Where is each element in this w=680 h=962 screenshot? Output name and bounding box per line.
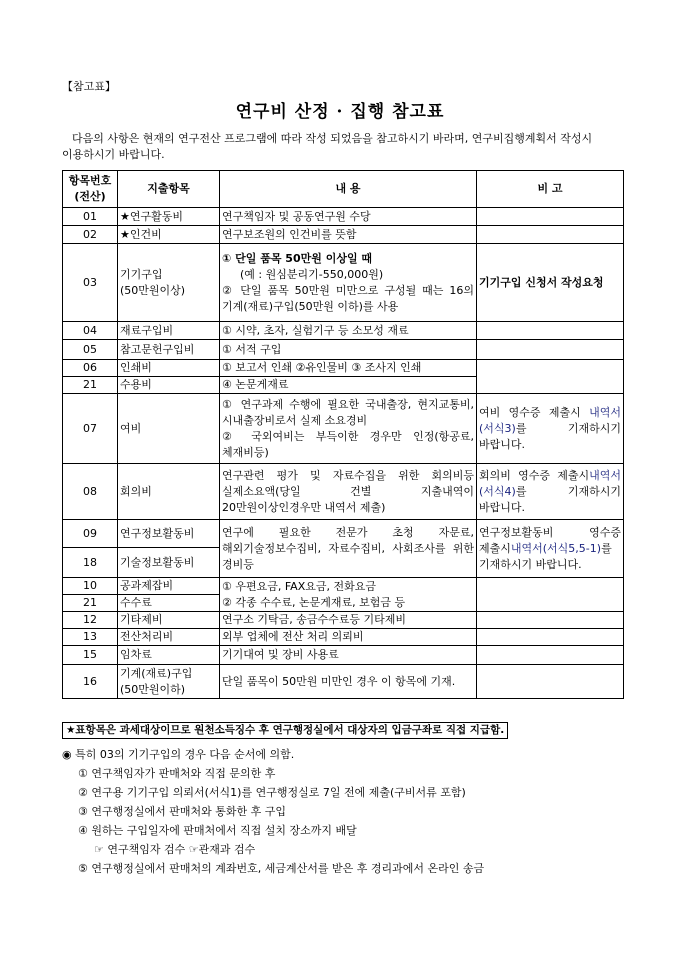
row-remarks: 회의비 영수증 제출시내역서(서식4)를 기재하시기 바랍니다. (477, 464, 624, 520)
row-remarks (477, 226, 624, 244)
tax-footnote: ★표항목은 과세대상이므로 원천소득징수 후 연구행정실에서 대상자의 입금구좌로 직접 지급함. (62, 722, 508, 739)
row-remarks (477, 208, 624, 226)
table-row (63, 665, 624, 699)
row-number: 02 (63, 226, 118, 244)
row-remarks (477, 360, 624, 394)
row-item: 인쇄비 (118, 360, 220, 377)
row-item: 참고문헌구입비 (118, 340, 220, 360)
row-remarks (477, 629, 624, 646)
procedure-heading: ◉ 특히 03의 기기구입의 경우 다음 순서에 의함. (62, 748, 295, 761)
row-number: 18 (63, 548, 118, 578)
row-content: 단일 품목이 50만원 미만인 경우 이 항목에 기재. (220, 665, 477, 699)
table-row (63, 340, 624, 360)
row-content: ① 단일 품목 50만원 이상일 때 (예 : 원심분리기-550,000원) ② 단일 품목 50만원 미만으로 구성될 때는 16의 기계(재료)구입(50만원 이하)를 사용 (220, 244, 477, 322)
row-number: 03 (63, 244, 118, 322)
procedure-step: ① 연구책임자가 판매처와 직접 문의한 후 (78, 767, 276, 780)
row-item: 수용비 (118, 377, 220, 394)
row-item: 회의비 (118, 464, 220, 520)
row-content: ① 우편요금, FAX요금, 전화요금 ② 각종 수수료, 논문게재료, 보험금 등 (220, 578, 477, 612)
row-content: 연구소 기탁금, 송금수수료등 기타제비 (220, 612, 477, 629)
intro-paragraph: 다음의 사항은 현재의 연구전산 프로그램에 따라 작성 되었음을 참고하시기 바라며, 연구비집행계획서 작성시 이용하시기 바랍니다. (62, 132, 593, 161)
row-number: 13 (63, 629, 118, 646)
row-remarks: 여비 영수증 제출시 내역서(서식3)를 기재하시기 바랍니다. (477, 394, 624, 464)
row-item: 기타제비 (118, 612, 220, 629)
row-item: 기술정보활동비 (118, 548, 220, 578)
row-content: 기기대여 및 장비 사용료 (220, 646, 477, 665)
table-row (63, 464, 624, 520)
row-content: ① 연구과제 수행에 필요한 국내출장, 현지교통비, 시내출장비로서 실제 소요경비 ② 국외여비는 부득이한 경우만 인정(항공료, 체재비등) (220, 394, 477, 464)
row-remarks: 연구정보활동비 영수증 제출시내역서(서식5,5-1)를 기재하시기 바랍니다. (477, 520, 624, 578)
procedure-step: ④ 원하는 구입일자에 판매처에서 직접 설치 장소까지 배달 (78, 824, 357, 837)
table-header-row (63, 171, 624, 208)
row-number: 21 (63, 595, 118, 612)
page-title: 연구비 산정 · 집행 참고표 (235, 102, 445, 122)
row-content: ① 시약, 초자, 실험기구 등 소모성 재료 (220, 322, 477, 340)
table-row (63, 244, 624, 322)
row-item: 수수료 (118, 595, 220, 612)
table-row (63, 612, 624, 629)
row-remarks (477, 322, 624, 340)
row-item: 여비 (118, 394, 220, 464)
header-item-number: 항목번호 (전산) (63, 171, 118, 208)
row-content: ④ 논문게재료 (220, 377, 477, 394)
row-number: 15 (63, 646, 118, 665)
row-number: 05 (63, 340, 118, 360)
row-number: 12 (63, 612, 118, 629)
row-item: ★인건비 (118, 226, 220, 244)
table-row (63, 322, 624, 340)
row-item: 연구정보활동비 (118, 520, 220, 548)
row-number: 01 (63, 208, 118, 226)
row-item: ★연구활동비 (118, 208, 220, 226)
procedure-step: ⑤ 연구행정실에서 판매처의 계좌번호, 세금계산서를 받은 후 경리과에서 온라인 송금 (78, 862, 485, 875)
table-row (63, 520, 624, 548)
row-item: 공과제잡비 (118, 578, 220, 595)
row-content: ① 서적 구입 (220, 340, 477, 360)
row-content: 연구에 필요한 전문가 초청 자문료, 해외기술정보수집비, 자료수집비, 사회조사를 위한 경비등 (220, 520, 477, 578)
row-number: 16 (63, 665, 118, 699)
table-row (63, 360, 624, 377)
row-content: 연구보조원의 인건비를 뜻함 (220, 226, 477, 244)
table-row (63, 646, 624, 665)
table-row (63, 629, 624, 646)
row-number: 07 (63, 394, 118, 464)
row-number: 21 (63, 377, 118, 394)
expense-reference-table (62, 170, 624, 699)
row-remarks: 기기구입 신청서 작성요청 (477, 244, 624, 322)
row-remarks (477, 340, 624, 360)
row-number: 09 (63, 520, 118, 548)
header-remarks: 비 고 (477, 171, 624, 208)
row-remarks (477, 612, 624, 629)
row-item: 기기구입 (50만원이상) (118, 244, 220, 322)
row-number: 06 (63, 360, 118, 377)
procedure-inspection: ☞ 연구책임자 검수 ☞관재과 검수 (94, 843, 256, 856)
row-content: 연구관련 평가 및 자료수집을 위한 회의비등 실제소요액(당일 건별 지출내역이 20만원이상인경우만 내역서 제출) (220, 464, 477, 520)
header-content: 내 용 (220, 171, 477, 208)
row-item: 전산처리비 (118, 629, 220, 646)
row-remarks (477, 578, 624, 612)
row-content: ① 보고서 인쇄 ②유인물비 ③ 조사지 인쇄 (220, 360, 477, 377)
row-content: 외부 업체에 전산 처리 의뢰비 (220, 629, 477, 646)
row-remarks (477, 646, 624, 665)
row-item: 재료구입비 (118, 322, 220, 340)
table-row (63, 208, 624, 226)
row-remarks (477, 665, 624, 699)
row-item: 임차료 (118, 646, 220, 665)
reference-label: 【참고표】 (62, 80, 116, 93)
row-item: 기계(재료)구입 (50만원이하) (118, 665, 220, 699)
row-number: 08 (63, 464, 118, 520)
table-row (63, 226, 624, 244)
equipment-purchase-procedure (62, 745, 484, 878)
row-number: 10 (63, 578, 118, 595)
procedure-step: ② 연구용 기기구입 의뢰서(서식1)를 연구행정실로 7일 전에 제출(구비서류 포함) (78, 786, 466, 799)
procedure-step: ③ 연구행정실에서 판매처와 통화한 후 구입 (78, 805, 286, 818)
table-row (63, 394, 624, 464)
header-expense-item: 지출항목 (118, 171, 220, 208)
row-number: 04 (63, 322, 118, 340)
row-content: 연구책임자 및 공동연구원 수당 (220, 208, 477, 226)
table-row (63, 578, 624, 595)
